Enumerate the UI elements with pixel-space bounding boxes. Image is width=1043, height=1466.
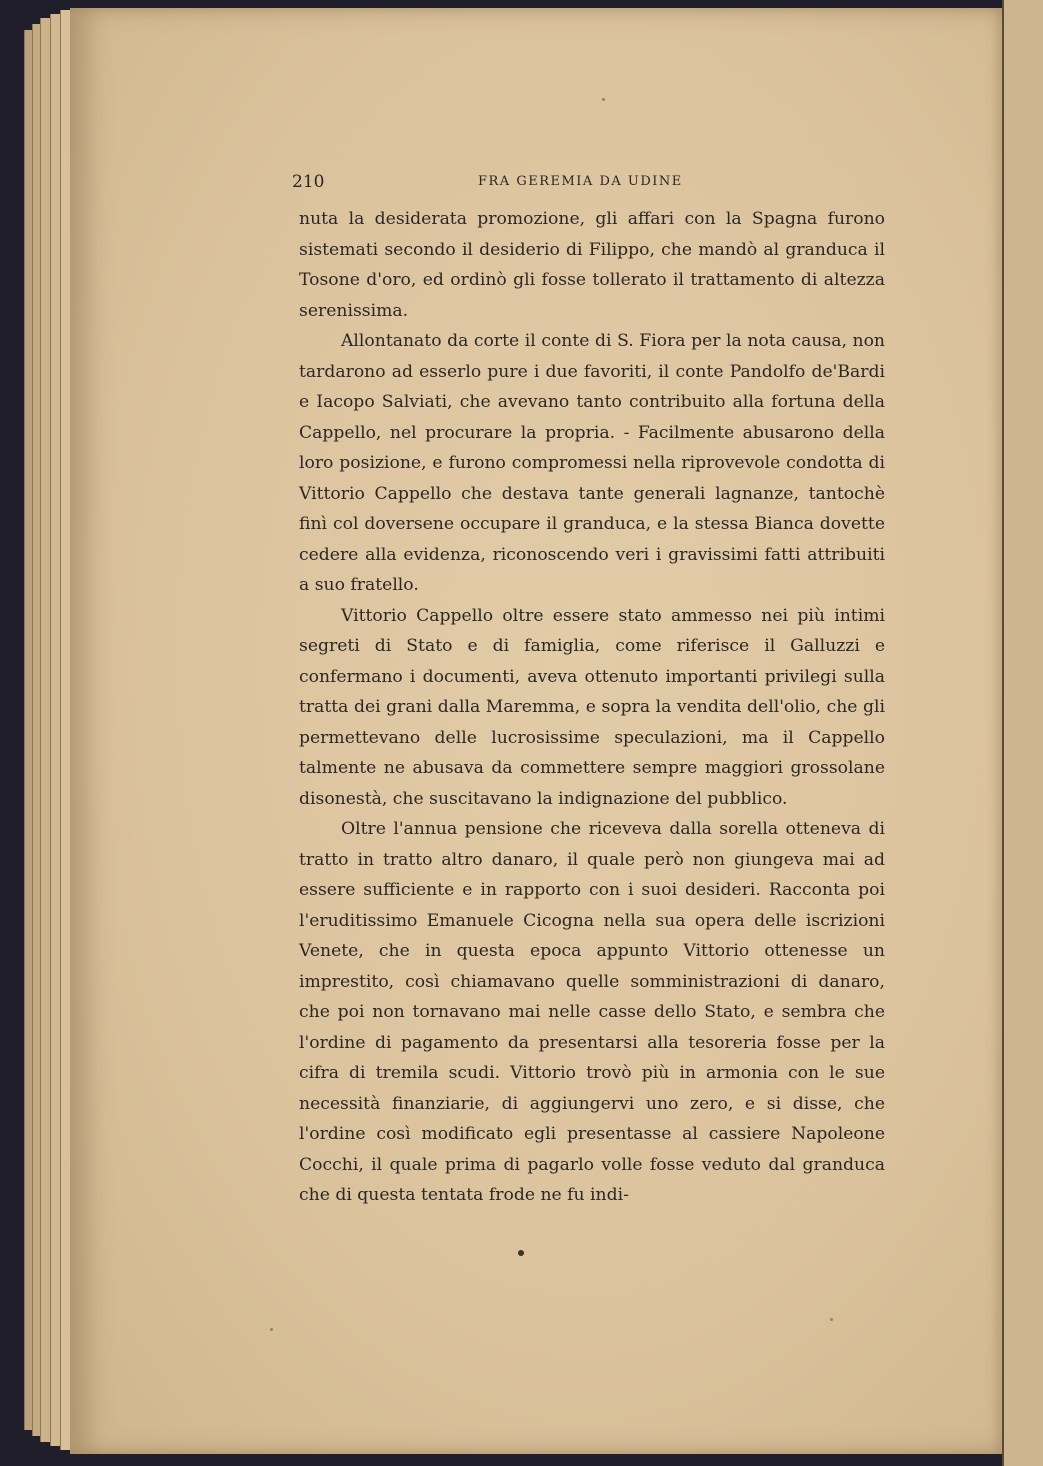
page-header — [70, 168, 1002, 198]
paper-speck — [270, 1328, 273, 1331]
running-title: FRA GEREMIA DA UDINE — [478, 174, 683, 189]
paper-speck — [830, 1318, 833, 1321]
ink-dot — [518, 1250, 524, 1256]
paragraph-1: nuta la desiderata promozione, gli affari con la Spagna furono sistemati secondo il desiderio di Filippo, che mandò al granduca il Tosone d'oro, ed ordinò gli fosse tollerato il trattamento di altezza serenissima. — [299, 209, 885, 321]
book-page — [70, 8, 1002, 1454]
next-page-edge — [1002, 0, 1043, 1466]
body-text — [299, 204, 885, 1211]
paragraph-2: Allontanato da corte il conte di S. Fiora per la nota causa, non tardarono ad esserlo pure i due favoriti, il conte Pandolfo de'Bardi e Iacopo Salviati, che avevano tanto contribuito alla fortuna della Cappello, nel procurare la propria. - Facilmente abusarono della loro posizione, e furono compromessi nella riprovevole condotta di Vittorio Cappello che destava tante generali lagnanze, tantochè finì col doversene occupare il granduca, e la stessa Bianca dovette cedere alla evidenza, riconoscendo veri i gravissimi fatti attribuiti a suo fratello. — [299, 331, 885, 595]
paper-speck — [602, 98, 605, 101]
paragraph-4: Oltre l'annua pensione che riceveva dalla sorella otteneva di tratto in tratto altro danaro, il quale però non giungeva mai ad essere sufficiente e in rapporto con i suoi desideri. Racconta poi l'eruditissimo Emanuele Cicogna nella sua opera delle iscrizioni Venete, che in questa epoca appunto Vittorio ottenesse un imprestito, così chiamavano quelle somministrazioni di danaro, che poi non tornavano mai nelle casse dello Stato, e sembra che l'ordine di pagamento da presentarsi alla tesoreria fosse per la cifra di tremila scudi. Vittorio trovò più in armonia con le sue necessità finanziarie, di aggiungervi uno zero, e si disse, che l'ordine così modificato egli presentasse al cassiere Napoleone Cocchi, il quale prima di pagarlo volle fosse veduto dal granduca che di questa tentata frode ne fu indi- — [299, 819, 885, 1205]
paragraph-3: Vittorio Cappello oltre essere stato ammesso nei più intimi segreti di Stato e di famiglia, come riferisce il Galluzzi e confermano i documenti, aveva ottenuto importanti privilegi sulla tratta dei grani dalla Maremma, e sopra la vendita dell'olio, che gli permettevano delle lucrosissime speculazioni, ma il Cappello talmente ne abusava da commettere sempre maggiori grossolane disonestà, che suscitavano la indignazione del pubblico. — [299, 605, 885, 809]
page-number: 210 — [292, 172, 325, 192]
